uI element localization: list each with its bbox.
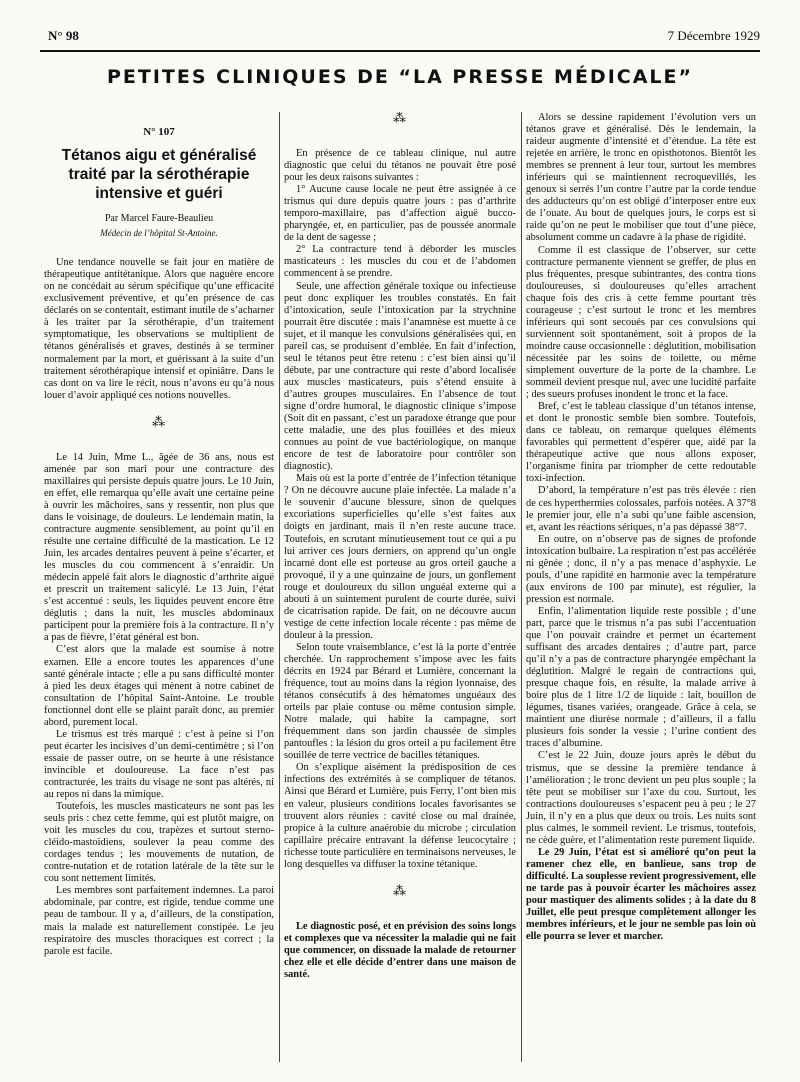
paragraph: Le trismus est très marqué : c’est à peine si l’on peut écarter les incisives d’un demi-centimètre ; si l’on essaie de passer outre, on se heurte à une résistance invincible et douloureuse. La face n’est pas contracturée, les traits du visage ne sont pas altérés, ni au repos ni dans la mimique.	[44, 728, 274, 801]
paragraph: C’est alors que la malade est soumise à notre examen. Elle a encore toutes les apparences d’une santé générale intacte ; elle a pu sans difficulté monter à pied les deux étages qui mènent à notre cabinet de consultation de l’hôpital Saint-Antoine. Le trouble fonctionnel dont elle se plaint paraît donc, au premier abord, purement local.	[44, 644, 274, 728]
column-2	[284, 112, 516, 1072]
paragraph: On s’explique aisément la prédisposition de ces infections des extrémités à se compliquer de tétanos. Ainsi que Bérard et Lumière, puis Ferry, l’ont bien mis en valeur, plusieurs conditions locales favorisantes se trouvent alors réunies : cavité close ou mal drainée, propice à la culture anaérobie du microbe ; circulation capillaire précaire entravant la défense leucocytaire ; richesse toute particulière en terminaisons nerveuses, le long desquelles va diffuser la toxine tétanique.	[284, 762, 516, 870]
paragraph: Toutefois, les muscles masticateurs ne sont pas les seuls pris : chez cette femme, qui est plutôt maigre, on voit les muscles du cou, trapèzes et surtout sterno-cléido-mastoïdiens, soulever la peau comme des cordages tendus ; les mouvements de nutation, de contre-nutation et de rotation latérale de la tête sur le cou sont nettement limités.	[44, 801, 274, 885]
paragraph: Le diagnostic posé, et en prévision des soins longs et complexes que va nécessiter la maladie qui ne fait que commencer, on dissuade la malade de retourner chez elle et elle décide d’entrer dans une maison de santé.	[284, 920, 516, 980]
page-header	[40, 26, 760, 52]
section-separator: ⁂	[393, 882, 407, 898]
article-author: Par Marcel Faure-Beaulieu	[104, 213, 214, 225]
paragraph: En présence de ce tableau clinique, nul autre diagnostic que celui du tétanos ne pouvait être posé pour les deux raisons suivantes :	[284, 148, 516, 184]
paragraph: 2° La contracture tend à déborder les muscles masticateurs : les muscles du cou et de l’abdomen commencent à se prendre.	[284, 244, 516, 280]
section-separator: ⁂	[152, 413, 166, 429]
author-affiliation: Médecin de l’hôpital St-Antoine.	[100, 228, 218, 239]
article-title: Tétanos aigu et généralisé traité par la sérothérapie intensive et guéri	[61, 147, 257, 203]
column-rule	[521, 112, 522, 1062]
paragraph: Selon toute vraisemblance, c’est là la porte d’entrée cherchée. Un rapprochement s’impose avec les faits décrits en 1924 par Bérard et Lumière, concernant la fréquence, tout au moins dans la région lyonnaise, des tétanos consécutifs à des hématomes unguéaux des orteils par plaie contuse ou même contusion simple. Notre malade, qui habite la campagne, sort fréquemment dans son jardin chaussée de simples pantoufles : la lésion du gros orteil a pu facilement être souillée de terre vectrice de bacilles tétaniques.	[284, 641, 516, 762]
paragraph: Alors se dessine rapidement l’évolution vers un tétanos grave et généralisé. Dès le lendemain, la raideur augmente d’intensité et d’étendue. La tête est rejetée en arrière, le tronc en opisthotonos. Bientôt les membres se prennent à leur tour, surtout les membres inférieurs qui se maintiennent recroquevillés, les genoux si serrés l’un contre l’autre par la corde tendue des adducteurs qu’on est obligé d’interposer entre eux de l’ouate. Au bout de quelques jours, le corps est si raide qu’on ne peut le mobiliser que tout d’une pièce, absolument comme un cadavre à la phase de rigidité.	[526, 112, 756, 244]
paragraph: Une tendance nouvelle se fait jour en matière de thérapeutique antitétanique. Alors que naguère encore on ne concédait au sérum spécifique qu’une efficacité exclusivement préventive, et qu’en présence de cas déclarés on se contentait, estimant inutile de s’acharner à les traiter par la sérothérapie, d’un traitement symptomatique, les observations se multiplient de tétanos généralisés et graves, destinés à se terminer normalement par la mort, et guérissant à la suite d’un traitement sérothérapique intensif et opiniâtre. Dans le cas dont on va lire le récit, nous n’avons eu qu’à nous louer d’avoir appliqué ces notions nouvelles.	[44, 257, 274, 401]
paragraph: C’est le 22 Juin, douze jours après le début du trismus, que se dessine la première tendance à l’amélioration ; le tronc devient un peu plus souple ; la tête peut se mobiliser sur l’axe du cou. Surtout, les contractions douloureuses s’espacent peu à peu ; le 27 Juin, il n’y en a plus que deux ou trois. Les nuits sont plus calmes, le sommeil revient. Le trismus, toutefois, ne cède guère, et l’alimentation reste purement liquide.	[526, 750, 756, 846]
column-1	[44, 112, 274, 1072]
column-rule	[279, 112, 280, 1062]
paragraph: Les membres sont parfaitement indemnes. La paroi abdominale, par contre, est rigide, tendue comme une peau de tambour. Il y a, d’ailleurs, de la constipation, mais la malade est naturellement constipée. Le jeu respiratoire des muscles thoraciques est correct ; la parole est facile.	[44, 885, 274, 957]
paragraph: Enfin, l’alimentation liquide reste possible ; d’une part, parce que le trismus n’a pas subi l’accentuation que l’on pouvait craindre et permet un écartement suffisant des arcades dentaires ; d’autre part, parce qu’il n’y a pas de contracture pharyngée empêchant la déglutition. Malgré le regain de contractions qui, presque chaque fois, en résulte, la malade arrive à boire plus de 1 litre 1/2 de liquide : lait, bouillon de légumes, tisanes variées, orangeade. Grâce à cela, se maintient une diurèse normale ; d’ailleurs, il a fallu plusieurs fois sonder la vessie ; l’urine contient des traces d’albumine.	[526, 605, 756, 750]
paragraph: 1° Aucune cause locale ne peut être assignée à ce trismus qui dure depuis quatre jours : pas d’arthrite temporo-maxillaire, pas d’affection aiguë bucco-pharyngée, et, en particulier, pas de poussée anormale de la dent de sagesse ;	[284, 184, 516, 244]
section-banner: PETITES CLINIQUES DE “LA PRESSE MÉDICALE”	[107, 66, 693, 88]
paragraph: Le 29 Juin, l’état est si amélioré qu’on peut la ramener chez elle, en banlieue, sans trop de difficulté. La souplesse revient progressivement, elle ne tarde pas à pouvoir écarter les mâchoires assez pour mastiquer des aliments solides ; à la date du 8 Juillet, elle peut presque complètement allonger les membres inférieurs, et le jour ne semble pas loin où elle pourra se lever et marcher.	[526, 846, 756, 943]
paragraph: Mais où est la porte d’entrée de l’infection tétanique ? On ne découvre aucune plaie infectée. La malade n’a le souvenir d’aucune blessure, sinon de quelques excoriations superficielles qu’elle s’est faites aux doigts en jardinant, mais il n’en reste aucune trace. Toutefois, en scrutant minutieusement tout ce qui a pu lui arriver ces jours derniers, on apprend qu’un ongle incarné dont elle est porteuse au gros orteil gauche a provoqué, il y a une quinzaine de jours, un gonflement rouge et douloureux du sillon unguéal externe qui a abouti à un suintement purulent de courte durée, suivi de cicatrisation rapide. De fait, on ne découvre aucun vestige de cette infection locale récente : pas même de douleur à la pression.	[284, 473, 516, 641]
paragraph: D’abord, la température n’est pas très élevée : rien de ces hyperthermies colossales, parfois notées. A 37°8 le premier jour, elle n’a subi qu’une faible ascension, et, avant les réactions sériques, n’a pas dépassé 38°7.	[526, 485, 756, 533]
column-3	[526, 112, 756, 1072]
section-separator: ⁂	[393, 112, 407, 125]
paragraph: En outre, on n’observe pas de signes de profonde intoxication bulbaire. La respiration n’est pas accélérée ni gênée ; donc, il n’y a pas menace d’asphyxie. Le pouls, d’une rapidité en harmonie avec la température (aux environs de 100 par minute), est régulier, la pression est normale.	[526, 533, 756, 605]
issue-number: N° 98	[48, 28, 79, 43]
paragraph: Le 14 Juin, Mme L., âgée de 36 ans, nous est amenée par son mari pour une contracture des maxillaires qui persiste depuis quatre jours. Le 10 Juin, en effet, elle remarqua qu’elle avait une certaine peine à ouvrir les mâchoires, sans y ressentir, non plus que dans le voisinage, de douleurs. Le lendemain matin, la contracture augmente sensiblement, au point qu’il en résulte une certaine difficulté de la mastication. Le 12 Juin, les arcades dentaires peuvent à peine s’écarter, et les muscles du cou commencent à s’enraidir. Un médecin appelé fait alors le diagnostic d’arthrite aiguë et prescrit un traitement salicylé. Le 13 Juin, l’état s’est accentué : seuls, les liquides peuvent encore être déglutis ; dans la nuit, les muscles abdominaux participent pour la première fois à la contracture. Il n’y a pas de fièvre, l’état général est bon.	[44, 451, 274, 644]
issue-date: 7 Décembre 1929	[667, 28, 760, 43]
paragraph: Comme il est classique de l’observer, sur cette contracture permanente viennent se greffer, de plus en plus fréquentes, presque subintrantes, des contra tions douloureuses, si douloureuses qu’elles arrachent chaque fois des cris à cette femme pourtant très courageuse ; c’est surtout le tronc et les membres inférieurs qui sont secoués par ces convulsions qui surviennent soit spontanément, soit à propos de la moindre cause occasionnelle : déglutition, mobilisation nécessitée par les soins de toilette, ou même simplement ouverture de la porte de la chambre. Le sommeil devient presque nul, avec une lucidité parfaite ; des sueurs profuses inondent le tronc et la face.	[526, 244, 756, 401]
paragraph: Seule, une affection générale toxique ou infectieuse peut donc expliquer les troubles constatés. En fait d’intoxication, seule l’intoxication par la strychnine pourrait être discutée : mais l’anamnèse est muette à ce sujet, et il manque les convulsions généralisées qui, en pareil cas, se produisent d’emblée. En fait d’infection, seul le tétanos peut être retenu : c’est bien ainsi qu’il débute, par une contracture qui reste d’abord localisée aux muscles masticateurs, puis s’étend ensuite à d’autres groupes musculaires. En l’absence de tout signe d’ordre humoral, le diagnostic clinique s’impose (Soit dit en passant, c’est un paradoxe étrange que pour cette maladie, une des plus fouillées et des mieux connues au point de vue bactériologique, on manque encore de test de laboratoire pour contrôler son diagnostic).	[284, 280, 516, 473]
article-number: N° 107	[143, 126, 175, 138]
paragraph: Bref, c’est le tableau classique d’un tétanos intense, et dont le pronostic semble bien sombre. Toutefois, dans ce tableau, on remarque quelques éléments favorables qui permettent d’espérer que, aidé par la thérapeutique active que nous allons exposer, l’organisme finira par triompher de cette redoutable toxi-infection.	[526, 401, 756, 485]
